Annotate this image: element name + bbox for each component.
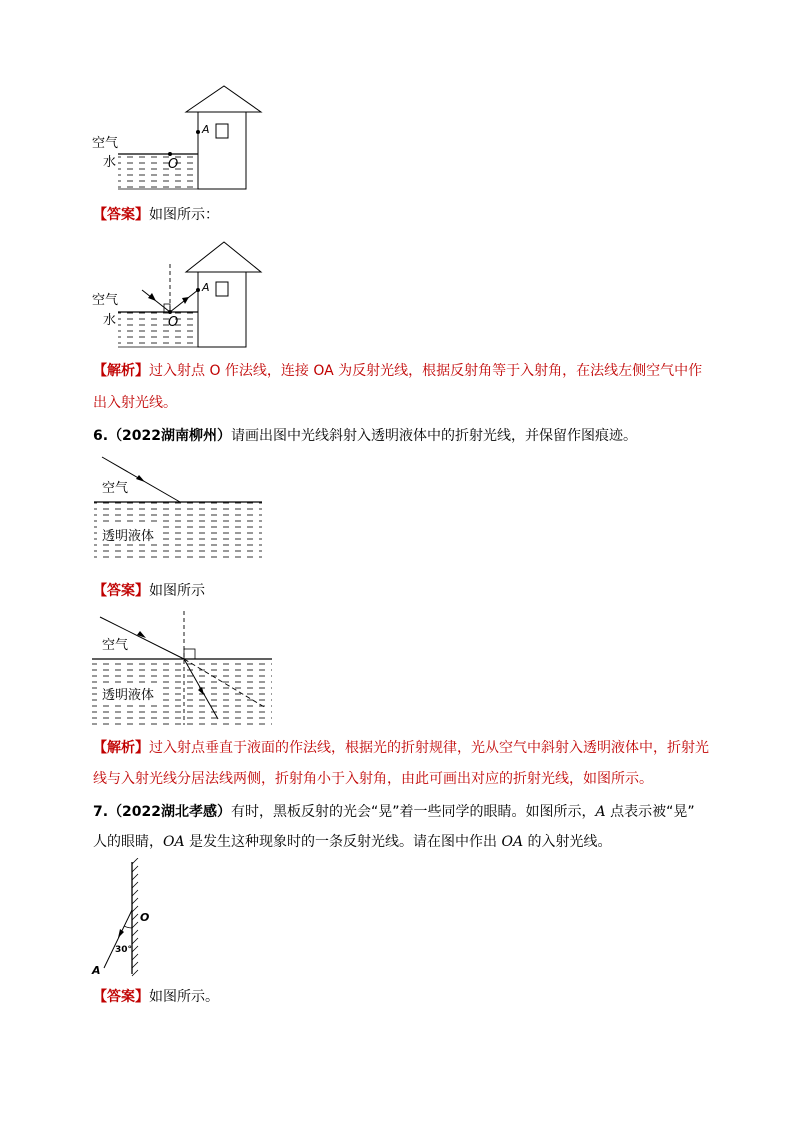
analysis-2-line-2 xyxy=(93,769,653,789)
question-number: 7. xyxy=(93,804,109,820)
question-6 xyxy=(93,426,637,446)
label-liquid: 透明液体 xyxy=(102,688,155,703)
water-body xyxy=(118,154,198,189)
label-a: A xyxy=(92,964,101,977)
label-o: O xyxy=(168,315,179,330)
mirror-hatching xyxy=(132,858,138,976)
question-7-line-1 xyxy=(93,802,695,822)
label-a: A xyxy=(202,281,210,294)
reflected-ray-oa xyxy=(104,910,132,968)
question-text: 请画出图中光线斜射入透明液体中的折射光线，并保留作图痕迹。 xyxy=(231,428,638,444)
analysis-text: 线与入射光线分居法线两侧，折射角小于入射角，由此可画出对应的折射光线，如图所示。 xyxy=(93,771,653,787)
label-water: 水 xyxy=(103,155,117,170)
label-water: 水 xyxy=(103,313,117,328)
question-7-line-2 xyxy=(93,832,612,852)
point-a-ref: A xyxy=(595,804,606,820)
question-source: （2022湖南柳州） xyxy=(108,428,232,444)
label-liquid: 透明液体 xyxy=(102,529,155,544)
question-text: 是发生这种现象时的一条反射光线。请在图中作出 xyxy=(184,834,502,850)
label-air: 空气 xyxy=(92,293,119,308)
analysis-text: 过入射点垂直于液面的作法线，根据光的折射规律，光从空气中斜射入透明液体中，折射光 xyxy=(149,740,709,756)
ray-oa-ref: OA xyxy=(163,834,185,850)
point-o-dot xyxy=(168,152,172,156)
question-number: 6. xyxy=(93,428,109,444)
question-text: 点表示被“晃” xyxy=(605,804,695,820)
angle-arc xyxy=(124,926,132,928)
answer-text: 如图所示。 xyxy=(149,989,219,1005)
answer-3 xyxy=(93,987,219,1007)
figure-house-water-answer xyxy=(90,238,270,350)
question-source: （2022湖北孝感） xyxy=(108,804,232,820)
question-text: 有时，黑板反射的光会“晃”着一些同学的眼睛。如图所示， xyxy=(231,804,596,820)
answer-2 xyxy=(93,581,205,601)
ray-oa-ref: OA xyxy=(501,834,524,850)
label-o: O xyxy=(168,157,179,172)
question-text: 的入射光线。 xyxy=(523,834,612,850)
answer-text: 如图所示： xyxy=(149,207,219,223)
house-roof xyxy=(186,86,261,112)
answer-bracket: 【答案】 xyxy=(93,989,149,1005)
analysis-bracket: 【解析】 xyxy=(93,363,149,379)
answer-text: 如图所示 xyxy=(149,583,205,599)
figure-refraction-answer xyxy=(90,607,274,729)
label-air: 空气 xyxy=(92,136,119,151)
figure-mirror xyxy=(88,858,168,980)
analysis-bracket: 【解析】 xyxy=(93,740,149,756)
analysis-1-line-2 xyxy=(93,393,177,413)
analysis-2-line-1 xyxy=(93,738,709,758)
label-a: A xyxy=(202,123,210,136)
label-air: 空气 xyxy=(102,481,129,496)
label-air: 空气 xyxy=(102,638,129,653)
answer-bracket: 【答案】 xyxy=(93,583,149,599)
label-angle: 30° xyxy=(115,945,133,955)
figure-house-water xyxy=(90,82,270,192)
analysis-text: 过入射点 O 作法线，连接 OA 为反射光线，根据反射角等于入射角，在法线左侧空气中作 xyxy=(149,363,703,379)
answer-bracket: 【答案】 xyxy=(93,207,149,223)
right-angle-mark xyxy=(184,649,195,659)
point-a-dot xyxy=(196,130,200,134)
analysis-text: 出入射光线。 xyxy=(93,395,177,411)
answer-1 xyxy=(93,205,219,225)
figure-refraction-question xyxy=(90,452,270,564)
label-o: O xyxy=(140,911,150,924)
analysis-1-line-1 xyxy=(93,361,702,381)
question-text: 人的眼睛， xyxy=(93,834,163,850)
